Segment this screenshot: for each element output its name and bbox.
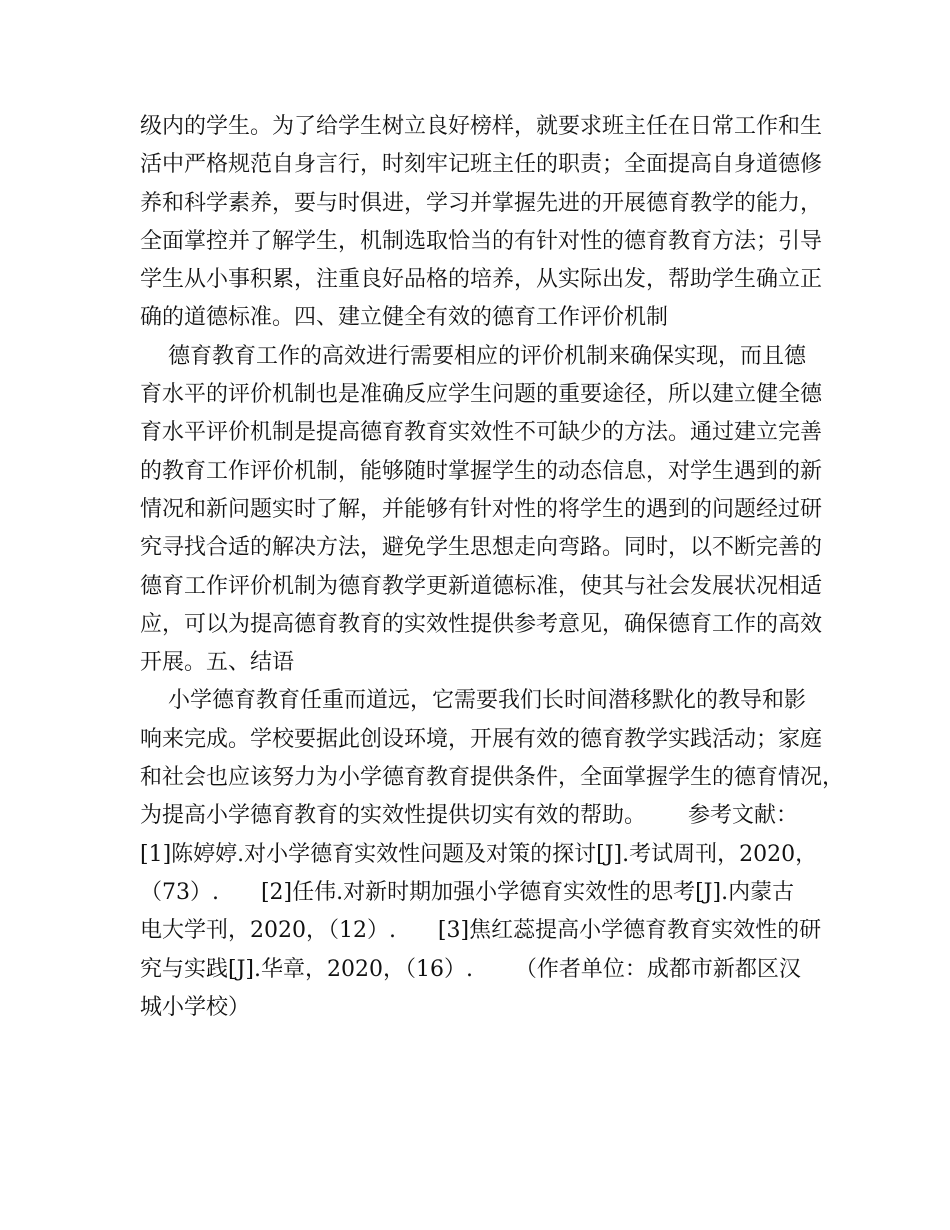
text-line: 全面掌控并了解学生，机制选取恰当的有针对性的德育教育方法；引导	[140, 228, 823, 254]
text-line: 应，可以为提高德育教育的实效性提供参考意见，确保德育工作的高效	[140, 611, 823, 637]
text-line: 和社会也应该努力为小学德育教育提供条件，全面掌握学生的德育情况，	[140, 765, 845, 791]
text-line: 小学德育教育任重而道远，它需要我们长时间潜移默化的教导和影	[140, 688, 806, 714]
reference-line: 电大学刊，2020，（12）. [3]焦红蕊提高小学德育教育实效性的研	[140, 918, 822, 944]
text-line: 级内的学生。为了给学生树立良好榜样，就要求班主任在日常工作和生	[140, 114, 823, 139]
text-line: 响来完成。学校要据此创设环境，开展有效的德育教学实践活动；家庭	[140, 726, 823, 752]
text-line: 德育工作评价机制为德育教学更新道德标准，使其与社会发展状况相适	[140, 573, 823, 599]
text-line: 为提高小学德育教育的实效性提供切实有效的帮助。 参考文献：	[140, 803, 798, 829]
text-line: 育水平评价机制是提高德育教育实效性不可缺少的方法。通过建立完善	[140, 420, 823, 446]
author-affiliation: 城小学校）	[140, 994, 251, 1020]
reference-line: 究与实践[J].华章，2020，（16）. （作者单位：成都市新都区汉	[140, 956, 801, 982]
reference-line: （73）. [2]任伟.对新时期加强小学德育实效性的思考[J].内蒙古	[140, 879, 795, 905]
text-line: 养和科学素养，要与时俱进，学习并掌握先进的开展德育教学的能力，	[140, 190, 823, 216]
text-line: 德育教育工作的高效进行需要相应的评价机制来确保实现，而且德	[140, 343, 806, 369]
reference-line: [1]陈婷婷.对小学德育实效性问题及对策的探讨[J].考试周刊，2020，	[140, 841, 818, 867]
text-line: 究寻找合适的解决方法，避免学生思想走向弯路。同时，以不断完善的	[140, 535, 823, 561]
text-line: 开展。五、结语	[140, 650, 295, 676]
text-line: 学生从小事积累，注重良好品格的培养，从实际出发，帮助学生确立正	[140, 267, 823, 293]
text-line: 育水平的评价机制也是准确反应学生问题的重要途径，所以建立健全德	[140, 382, 823, 408]
text-line: 活中严格规范自身言行，时刻牢记班主任的职责；全面提高自身道德修	[140, 152, 823, 178]
text-line: 确的道德标准。四、建立健全有效的德育工作评价机制	[140, 305, 669, 331]
text-line: 情况和新问题实时了解，并能够有针对性的将学生的遇到的问题经过研	[140, 496, 823, 522]
body-text	[140, 108, 845, 1027]
text-line: 的教育工作评价机制，能够随时掌握学生的动态信息，对学生遇到的新	[140, 458, 823, 484]
